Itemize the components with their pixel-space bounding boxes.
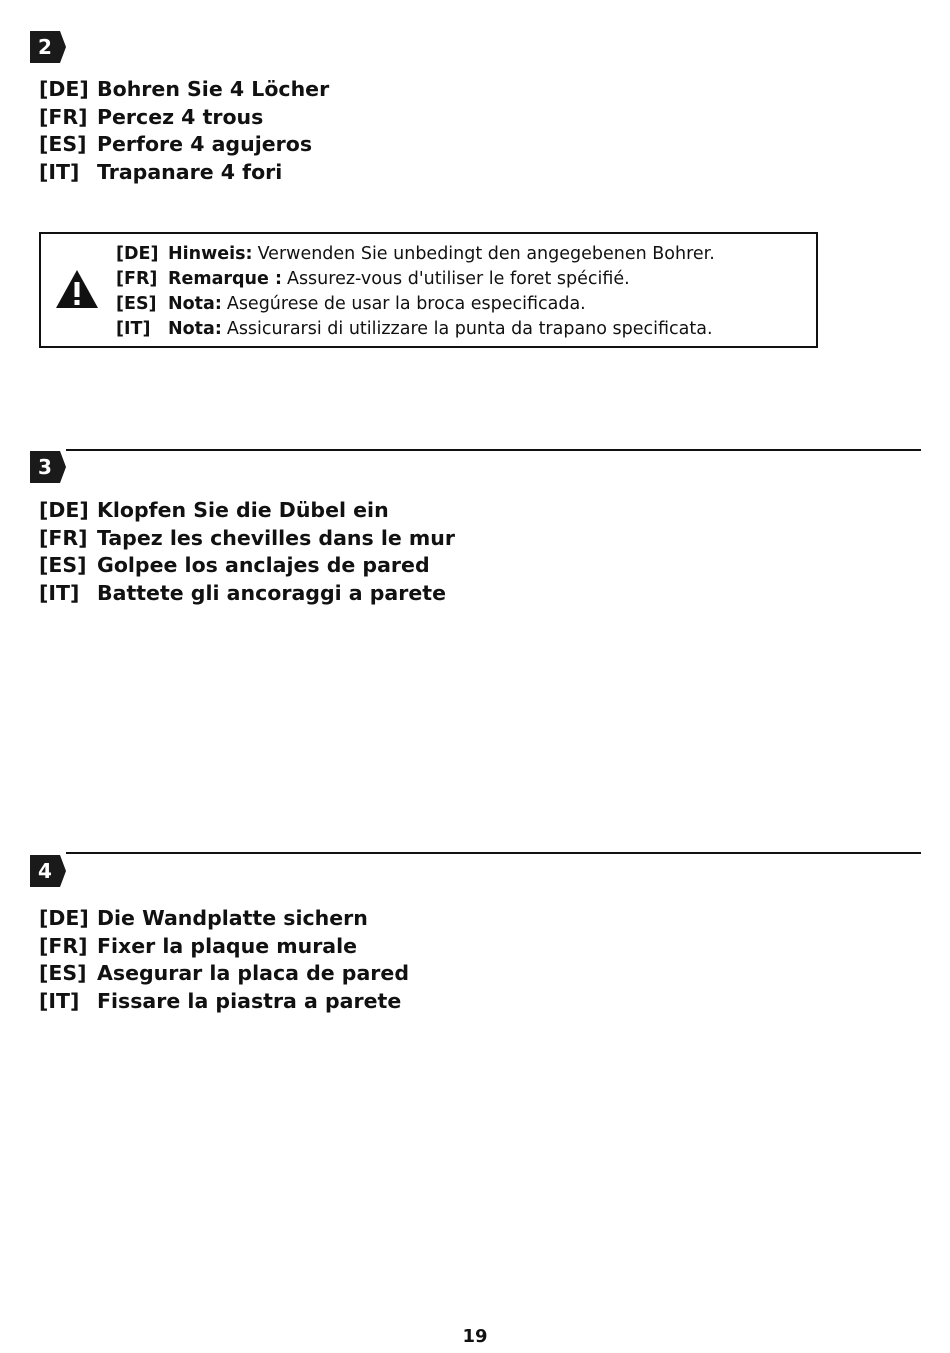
note-label: Nota: xyxy=(168,319,222,339)
language-code: [ES] xyxy=(39,132,87,157)
language-code: [FR] xyxy=(39,525,88,550)
language-code: [IT] xyxy=(39,581,80,606)
step-badge-3 xyxy=(30,451,66,483)
instruction-line-de xyxy=(39,497,455,525)
instruction-text: Golpee los anclajes de pared xyxy=(97,553,430,578)
language-code: [DE] xyxy=(116,244,159,264)
note-text: Assicurarsi di utilizzare la punta da trapano specificata. xyxy=(226,319,713,339)
language-code: [IT] xyxy=(116,319,151,339)
section-divider xyxy=(66,449,921,451)
note-row-es xyxy=(116,292,715,317)
step-badge-4 xyxy=(30,855,66,887)
warning-note-box xyxy=(39,232,818,348)
instruction-text: Fixer la plaque murale xyxy=(97,933,358,958)
step-number: 4 xyxy=(38,859,52,883)
language-code: [ES] xyxy=(39,961,87,986)
language-code: [DE] xyxy=(39,77,89,101)
instruction-line-es xyxy=(39,960,409,988)
note-text: Assurez-vous d'utiliser le foret spécifié. xyxy=(286,269,630,289)
step-3-instructions xyxy=(39,497,455,608)
instruction-line-it xyxy=(39,159,329,187)
language-code: [ES] xyxy=(116,294,157,314)
note-row-it xyxy=(116,317,715,342)
instruction-text: Battete gli ancoraggi a parete xyxy=(97,581,446,606)
page-number: 19 xyxy=(462,1326,488,1347)
language-code: [FR] xyxy=(39,104,88,129)
instruction-line-fr xyxy=(39,933,409,961)
instruction-line-es xyxy=(39,552,455,580)
step-badge-2 xyxy=(30,31,66,63)
language-code: [IT] xyxy=(39,160,80,185)
language-code: [IT] xyxy=(39,989,80,1014)
section-divider xyxy=(66,852,921,854)
step-4-instructions xyxy=(39,905,409,1016)
language-code: [FR] xyxy=(116,269,158,289)
step-number: 2 xyxy=(38,35,52,59)
instruction-text: Trapanare 4 fori xyxy=(97,160,283,185)
note-text: Asegúrese de usar la broca especificada. xyxy=(226,294,586,314)
note-text: Verwenden Sie unbedingt den angegebenen Bohrer. xyxy=(257,244,715,264)
note-row-de xyxy=(116,242,715,267)
instruction-line-fr xyxy=(39,104,329,132)
instruction-text: Percez 4 trous xyxy=(97,104,264,129)
instruction-text: Bohren Sie 4 Löcher xyxy=(97,77,330,101)
language-code: [FR] xyxy=(39,933,88,958)
instruction-text: Asegurar la placa de pared xyxy=(97,961,409,986)
instruction-line-de xyxy=(39,905,409,933)
instruction-line-it xyxy=(39,580,455,608)
step-2-instructions xyxy=(39,76,329,187)
note-label: Hinweis: xyxy=(168,244,253,264)
instruction-line-it xyxy=(39,988,409,1016)
language-code: [DE] xyxy=(39,906,89,930)
instruction-text: Die Wandplatte sichern xyxy=(97,906,368,930)
instruction-text: Tapez les chevilles dans le mur xyxy=(97,525,455,550)
step-number: 3 xyxy=(38,455,52,479)
instruction-text: Perfore 4 agujeros xyxy=(97,132,313,157)
warning-icon xyxy=(54,268,100,310)
instruction-line-es xyxy=(39,131,329,159)
language-code: [DE] xyxy=(39,498,89,522)
note-label: Nota: xyxy=(168,294,222,314)
note-label: Remarque : xyxy=(168,269,282,289)
instruction-text: Klopfen Sie die Dübel ein xyxy=(97,498,389,522)
note-row-fr xyxy=(116,267,715,292)
instruction-line-de xyxy=(39,76,329,104)
instruction-line-fr xyxy=(39,525,455,553)
instruction-text: Fissare la piastra a parete xyxy=(97,989,402,1014)
language-code: [ES] xyxy=(39,553,87,578)
